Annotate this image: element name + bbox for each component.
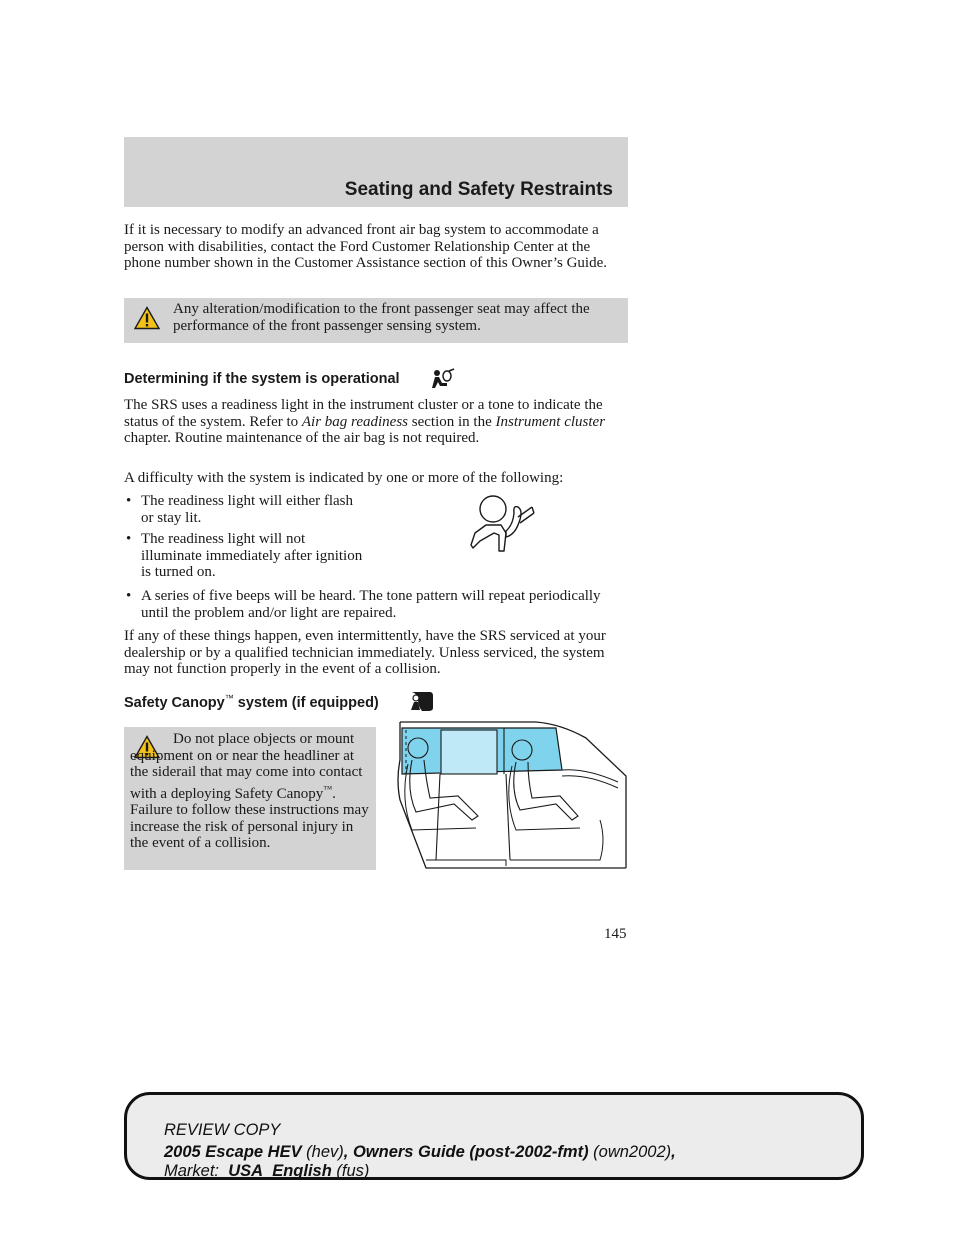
bullet-list xyxy=(124,493,364,586)
list-item: • The readiness light will not illuminate immediately after ignition is turned on. xyxy=(124,531,364,581)
list-item: • A series of five beeps will be heard. The tone pattern will repeat periodically until the problem and/or light are repaired. xyxy=(124,588,628,621)
review-copy-footer xyxy=(124,1092,864,1180)
airbag-readiness-illustration xyxy=(466,493,538,555)
warning-box xyxy=(124,298,628,343)
service-paragraph: If any of these things happen, even intermittently, have the SRS serviced at your dealership or by a qualified technician immediately. Unless serviced, the system may not function properly in the event of a collision. xyxy=(124,628,606,677)
warning-triangle-icon xyxy=(134,306,160,330)
intro-paragraph: If it is necessary to modify an advanced front air bag system to accommodate a person with disabilities, contact the Ford Customer Relationship Center at the phone number shown in the Customer Assistance section of this Owner’s Guide. xyxy=(124,222,607,271)
warning-text: Do not place objects or mount equipment on or near the headliner at the siderail that may come into contact with a deploying Safety Canopy™. Failure to follow these instructions may increase the risk of personal injury in the event of a collision. xyxy=(130,731,369,851)
list-item: • The readiness light will either flash or stay lit. xyxy=(124,493,364,526)
airbag-icon xyxy=(429,368,455,390)
readiness-paragraph: The SRS uses a readiness light in the instrument cluster or a tone to indicate the status of the system. Refer to Air bag readiness section in the Instrument cluster chapter. Routine maintenance of the air bag is not required. xyxy=(124,397,606,446)
header-band xyxy=(124,137,628,207)
difficulty-paragraph: A difficulty with the system is indicated by one or more of the following: xyxy=(124,470,564,486)
footer-review-copy: REVIEW COPY xyxy=(164,1121,281,1139)
page-title: Seating and Safety Restraints xyxy=(344,179,613,200)
vehicle-side-curtain-illustration xyxy=(386,720,630,872)
bullet-list xyxy=(124,588,628,626)
section-heading-operational: Determining if the system is operational xyxy=(124,371,400,387)
warning-text: Any alteration/modification to the front passenger seat may affect the performance of the front passenger sensing system. xyxy=(173,301,590,334)
footer-market-line: Market: USA_English (fus) xyxy=(164,1162,370,1180)
page-number: 145 xyxy=(604,926,627,942)
footer-model-line: 2005 Escape HEV (hev), Owners Guide (post-2002-fmt) (own2002), xyxy=(164,1143,676,1161)
section-heading-safety-canopy: Safety Canopy™ system (if equipped) xyxy=(124,693,379,711)
side-curtain-airbag-icon xyxy=(408,690,434,712)
warning-box xyxy=(124,727,376,870)
